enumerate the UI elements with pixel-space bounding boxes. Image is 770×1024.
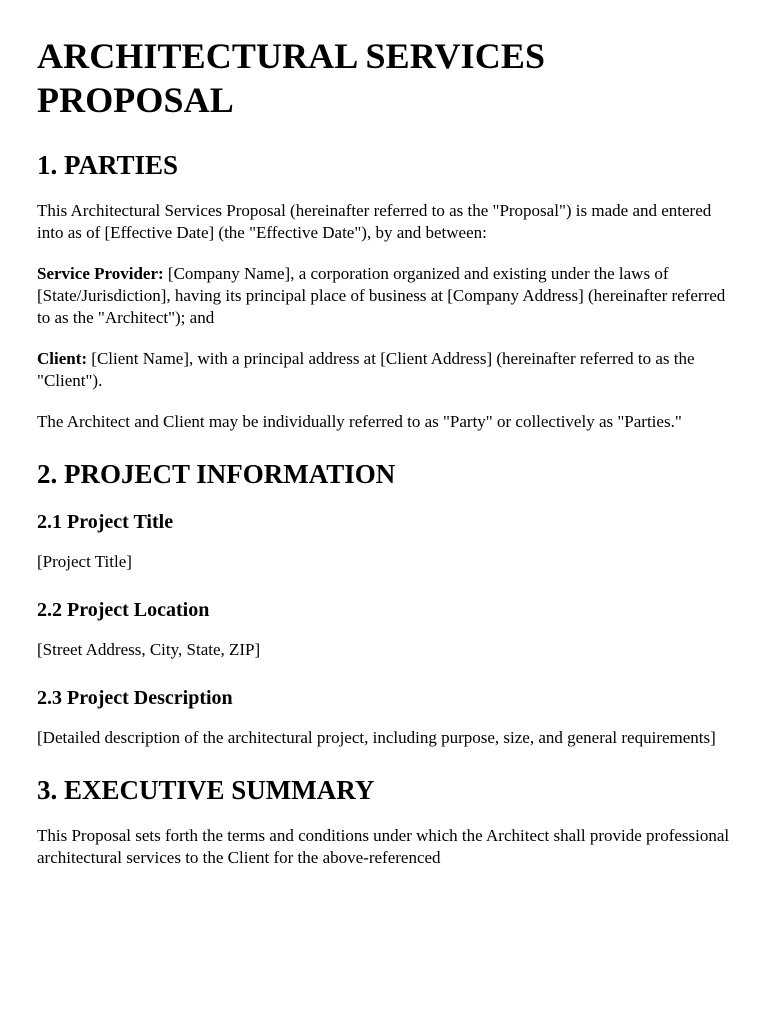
project-title-value: [Project Title] xyxy=(37,552,132,571)
section-parties xyxy=(37,148,734,433)
parties-collective-paragraph: The Architect and Client may be individually referred to as "Party" or collectively as "Parties." xyxy=(37,412,682,431)
project-description-value: [Detailed description of the architectural project, including purpose, size, and general requirements] xyxy=(37,728,716,747)
service-provider-paragraph xyxy=(37,263,734,329)
section-heading-project-information: 2. PROJECT INFORMATION xyxy=(37,459,396,489)
client-text: [Client Name], with a principal address at [Client Address] (hereinafter referred to as the "Client"). xyxy=(37,349,695,390)
section-executive-summary xyxy=(37,773,734,869)
document-title: ARCHITECTURAL SERVICES PROPOSAL xyxy=(37,36,546,120)
subheading-project-title: 2.1 Project Title xyxy=(37,511,174,533)
client-label: Client: xyxy=(37,349,88,368)
executive-summary-paragraph: This Proposal sets forth the terms and conditions under which the Architect shall provide professional architectural services to the Client for the above-referenced xyxy=(37,826,730,867)
section-project-information xyxy=(37,457,734,749)
client-paragraph xyxy=(37,348,734,392)
subheading-project-location: 2.2 Project Location xyxy=(37,599,210,621)
service-provider-text: [Company Name], a corporation organized and existing under the laws of [State/Jurisdiction], having its principal place of business at [Company Address] (hereinafter referred to as the "Architect"); and xyxy=(37,264,726,327)
project-location-value: [Street Address, City, State, ZIP] xyxy=(37,640,261,659)
section-heading-executive-summary: 3. EXECUTIVE SUMMARY xyxy=(37,775,375,805)
subheading-project-description: 2.3 Project Description xyxy=(37,687,233,709)
section-heading-parties: 1. PARTIES xyxy=(37,150,179,180)
service-provider-label: Service Provider: xyxy=(37,264,164,283)
parties-intro-paragraph: This Architectural Services Proposal (hereinafter referred to as the "Proposal") is made and entered into as of [Effective Date] (the "Effective Date"), by and between: xyxy=(37,201,712,242)
